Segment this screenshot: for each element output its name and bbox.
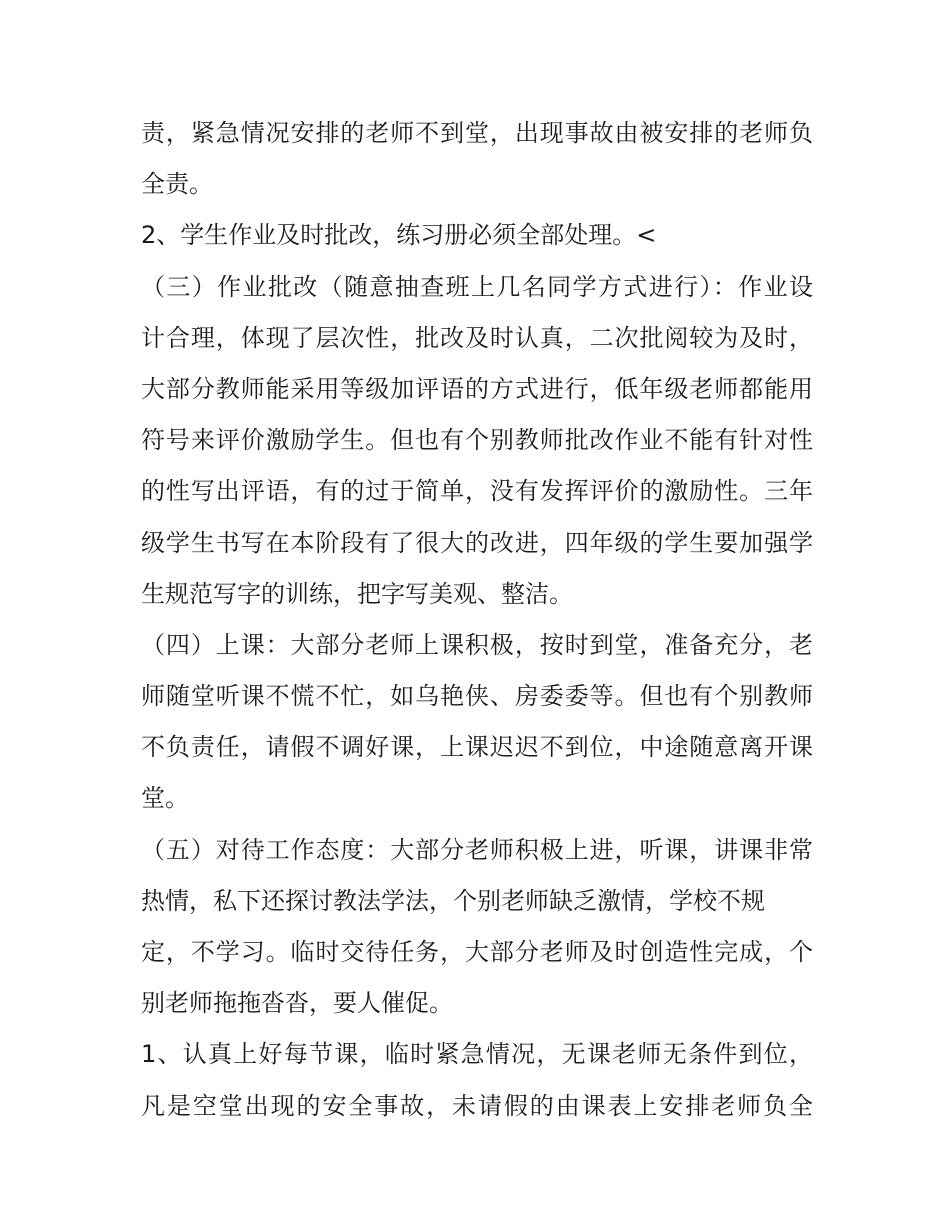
text-line: 别老师拖拖沓沓，要人催促。: [141, 989, 453, 1018]
text-line: 符号来评价激励学生。但也有个别教师批改作业不能有针对性: [141, 426, 813, 455]
text-line: 责，紧急情况安排的老师不到堂，出现事故由被安排的老师负: [141, 119, 813, 147]
text-line: 的性写出评语，有的过于简单，没有发挥评价的激励性。三年: [141, 477, 813, 506]
document-body: [141, 108, 813, 1132]
text-line: 全责。: [141, 170, 213, 199]
text-line: 大部分教师能采用等级加评语的方式进行，低年级老师都能用: [141, 374, 813, 403]
text-line: 定，不学习。临时交待任务，大部分老师及时创造性完成，个: [141, 938, 813, 966]
text-line: 1、认真上好每节课，临时紧急情况，无课老师无条件到位，: [141, 1040, 813, 1069]
text-line: 热情，私下还探讨教法学法，个别老师缺乏激情，学校不规: [141, 886, 765, 915]
text-line: 生规范写字的训练，把字写美观、整洁。: [141, 579, 573, 608]
text-line: 不负责任，请假不调好课，上课迟迟不到位，中途随意离开课: [141, 733, 813, 762]
text-line: 堂。: [141, 784, 189, 813]
text-line: 计合理，体现了层次性，批改及时认真，二次批阅较为及时，: [141, 323, 813, 352]
text-line: （五）对待工作态度：大部分老师积极上进，听课，讲课非常: [141, 835, 813, 864]
text-line: 2、学生作业及时批改，练习册必须全部处理。<: [141, 221, 657, 250]
text-line: （四）上课：大部分老师上课积极，按时到堂，准备充分，老: [141, 630, 813, 659]
text-line: 凡是空堂出现的安全事故，未请假的由课表上安排老师负全: [141, 1091, 813, 1120]
text-line: 级学生书写在本阶段有了很大的改进，四年级的学生要加强学: [141, 528, 813, 557]
text-line: 师随堂听课不慌不忙，如乌艳侠、房委委等。但也有个别教师: [141, 682, 813, 711]
text-line: （三）作业批改（随意抽查班上几名同学方式进行）：作业设: [141, 272, 813, 301]
